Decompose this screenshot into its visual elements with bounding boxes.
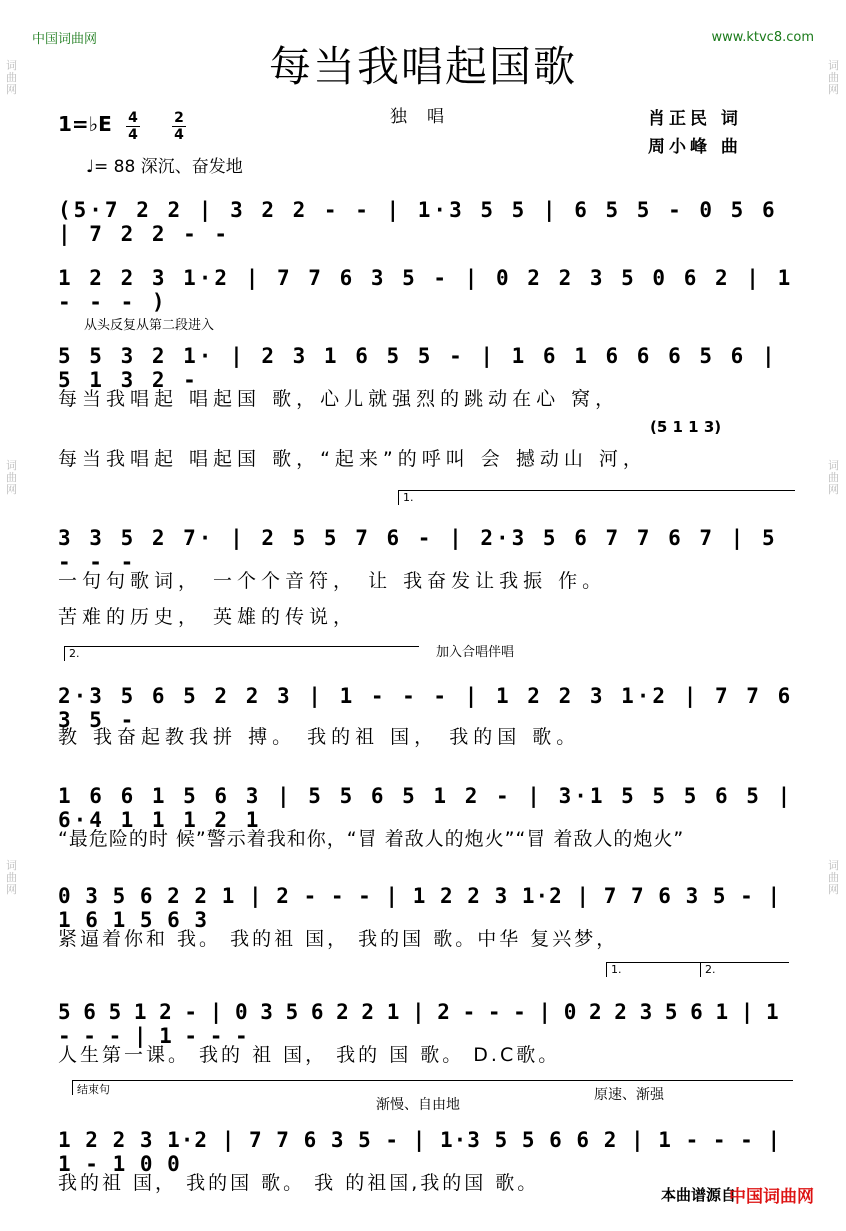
score-line-1: (5·7 2 2 | 3 2 2 - - | 1·3 5 5 | 6 5 5 - 0 5 6 | 7 2 2 - - <box>58 198 778 246</box>
lyricist-credit: 肖正民 词 <box>648 109 742 129</box>
side-watermark-right-3: 词曲网 <box>828 859 839 896</box>
side-watermark-right-2: 词曲网 <box>828 459 839 496</box>
score-line-5: 2·3 5 6 5 2 2 3 | 1 - - - | 1 2 2 3 1·2 | 7 7 6 3 5 - <box>58 684 794 732</box>
site-brand-footer[interactable]: 中国词曲网 <box>729 1187 814 1207</box>
time-signature-1: 4 4 <box>126 110 140 143</box>
lyric-line-8: 人生第一课。 我的 祖 国， 我的 国 歌。 D.C歌。 <box>58 1044 561 1066</box>
lyric-line-6: “最危险的时 候”警示着我和你，“冒 着敌人的炮火”“冒 着敌人的炮火” <box>58 828 685 850</box>
score-line-2: 1 2 2 3 1·2 | 7 7 6 3 5 - | 0 2 2 3 5 0 6 2 | 1 - - - ) <box>58 266 794 314</box>
lyric-line-3a: 每当我唱起 唱起国 歌，心儿就强烈的跳动在心 窝， <box>58 388 620 410</box>
lyric-line-4b: 苦难的历史， 英雄的传说， <box>58 606 358 628</box>
key-signature: 1=♭E <box>58 112 112 136</box>
ending-1-bracket-final: 1. <box>606 962 701 977</box>
score-line-9: 1 2 2 3 1·2 | 7 7 6 3 5 - | 1·3 5 5 6 6 2 | 1 - - - | 1 - 1 0 0 <box>58 1128 782 1176</box>
side-watermark-left-3: 词曲网 <box>6 859 17 896</box>
tempo-marking: ♩= 88 深沉、奋发地 <box>86 157 243 177</box>
score-line-8: 5 6 5 1 2 - | 0 3 5 6 2 2 1 | 2 - - - | 0 2 2 3 5 6 1 | 1 - - - | 1 - - - <box>58 1000 779 1048</box>
tempo-return-instruction: 原速、渐强 <box>594 1087 664 1103</box>
chorus-instruction: 加入合唱伴唱 <box>436 645 515 660</box>
score-line-4: 3 3 5 2 7· | 2 5 5 7 6 - | 2·3 5 6 7 7 6 7 | 5 - - - <box>58 526 778 574</box>
score-line-3: 5 5 3 2 1· | 2 3 1 6 5 5 - | 1 6 1 6 6 6 5 6 | 5 1 3 2 - <box>58 344 778 392</box>
ending-1-bracket: 1. <box>398 490 795 505</box>
ending-2-bracket: 2. <box>64 646 419 661</box>
ending-2-bracket-final: 2. <box>700 962 789 977</box>
site-name-left[interactable]: 中国词曲网 <box>32 32 98 47</box>
lyric-line-3b: 每当我唱起 唱起国 歌，“起来”的呼叫 会 撼动山 河， <box>58 448 647 470</box>
score-line-6: 1 6 6 1 5 6 3 | 5 5 6 5 1 2 - | 3·1 5 5 5 6 5 | 6·4 1 1 1 2 1 <box>58 784 794 832</box>
time-signature-2: 2 4 <box>172 110 186 143</box>
lyric-line-7: 紧逼着你和 我。 我的祖 国， 我的国 歌。中华 复兴梦， <box>58 928 619 950</box>
repeat-instruction: 从头反复从第二段进入 <box>84 318 215 333</box>
side-watermark-left: 词曲网 <box>6 59 17 96</box>
lyric-line-5: 教 我奋起教我拼 搏。 我的祖 国， 我的国 歌。 <box>58 726 581 748</box>
song-title: 每当我唱起国歌 <box>268 42 577 91</box>
source-label: 本曲谱源自 <box>660 1186 736 1204</box>
site-url-right[interactable]: www.ktvc8.com <box>711 30 814 45</box>
lyric-line-9: 我的祖 国， 我的国 歌。 我 的祖国,我的国 歌。 <box>58 1172 540 1194</box>
ending-final-bracket: 结束句 <box>72 1080 793 1095</box>
slow-instruction: 渐慢、自由地 <box>376 1097 460 1113</box>
lyric-line-4a: 一句句歌词， 一个个音符， 让 我奋发让我振 作。 <box>58 570 607 592</box>
alternate-notes: (5 1 1 3) <box>650 418 722 436</box>
side-watermark-left-2: 词曲网 <box>6 459 17 496</box>
composer-credit: 周小峰 曲 <box>648 137 742 157</box>
performance-type: 独唱 <box>390 107 464 127</box>
score-line-7: 0 3 5 6 2 2 1 | 2 - - - | 1 2 2 3 1·2 | 7 7 6 3 5 - | 1 6 1 5 6 3 <box>58 884 782 932</box>
side-watermark-right: 词曲网 <box>828 59 839 96</box>
